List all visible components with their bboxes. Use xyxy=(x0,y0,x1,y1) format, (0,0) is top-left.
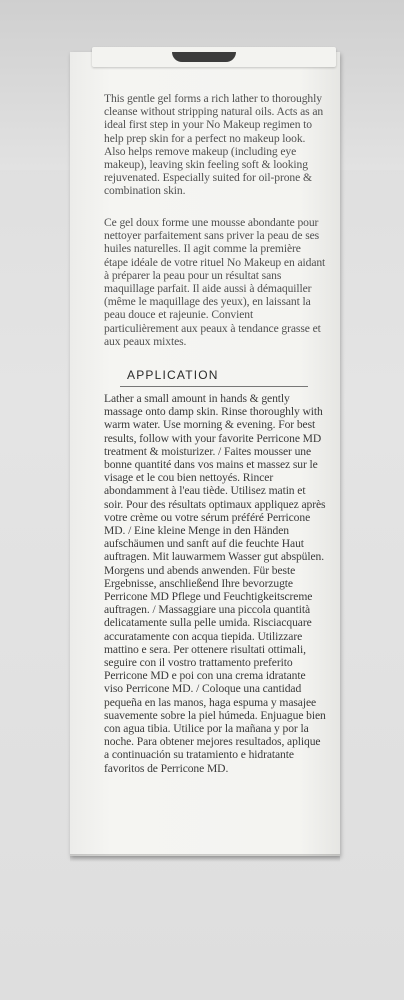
flap-notch xyxy=(172,52,236,62)
heading-underline xyxy=(120,386,308,387)
application-heading: APPLICATION xyxy=(127,368,219,382)
description-english: This gentle gel forms a rich lather to thoroughly cleanse without stripping natural oils. Acts as an ideal first step in your No Makeup regimen to help prep skin for a perfect no makeup look. Also helps remove makeup (including eye makeup), leaving skin feeling soft & looking rejuvenated. Especially suited for oil-prone & combination skin. xyxy=(104,92,324,198)
description-french: Ce gel doux forme une mousse abondante pour nettoyer parfaitement sans priver la peau de ses huiles naturelles. Il agit comme la première étape idéale de votre rituel No Makeup en aidant à préparer la peau pour un résultat sans maquillage parfait. Il aide aussi à démaquiller (même le maquillage des yeux), en laissant la peau douce et rajeunie. Convient particulièrement aux peaux à tendance grasse et aux peaux mixtes. xyxy=(104,216,326,348)
application-instructions: Lather a small amount in hands & gently massage onto damp skin. Rinse thoroughly with warm water. Use morning & evening. For best results, follow with your favorite Perricone MD treatment & moisturizer. / Faites mousser une bonne quantité dans vos mains et massez sur le visage et le cou bien nettoyés. Rincer abondamment à l'eau tiède. Utilisez matin et soir. Pour des résultats optimaux appliquez après votre crème ou votre sérum préféré Perricone MD. / Eine kleine Menge in den Händen aufschäumen und sanft auf die feuchte Haut auftragen. Mit lauwarmem Wasser gut abspülen. Morgens und abends anwenden. Für beste Ergebnisse, anschließend Ihre bevorzugte Perricone MD Pflege und Feuchtigkeitscreme auftragen. / Massaggiare una piccola quantità delicatamente sulla pelle umida. Risciacquare accuratamente con acqua tiepida. Utilizzare mattino e sera. Per ottenere risultati ottimali, seguire con il vostro trattamento preferito Perricone MD e poi con una crema idratante viso Perricone MD. / Coloque una cantidad pequeña en las manos, haga espuma y masajee suavemente sobre la piel húmeda. Enjuague bien con agua tibia. Utilice por la mañana y por la noche. Para obtener mejores resultados, aplique a continuación su tratamiento e hidratante favoritos de Perricone MD. xyxy=(104,392,326,775)
box-bottom-shadow xyxy=(70,854,340,862)
